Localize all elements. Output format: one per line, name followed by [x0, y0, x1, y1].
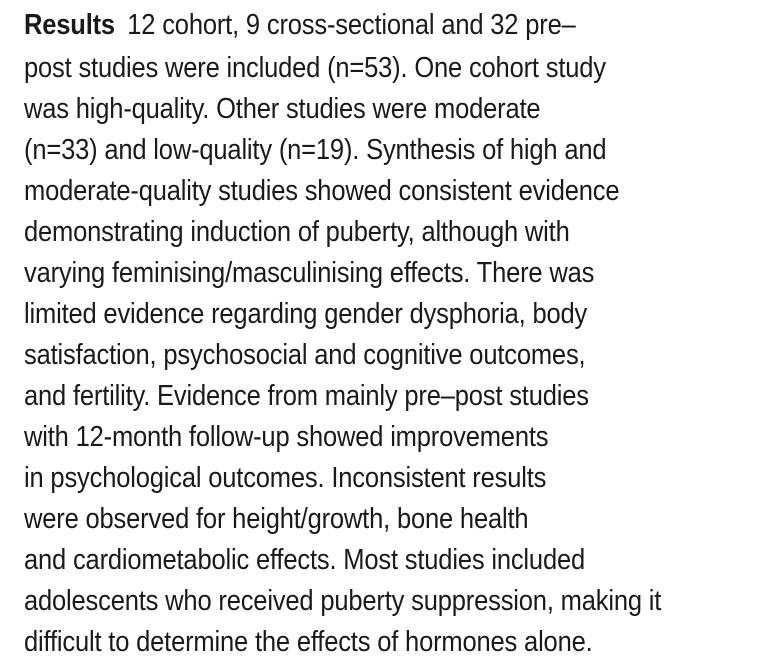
results-line-10: and fertility. Evidence from mainly pre–post studies [24, 380, 589, 412]
results-line-4: (n=33) and low-quality (n=19). Synthesis of high and [24, 134, 607, 166]
results-line-3: was high-quality. Other studies were moderate [24, 93, 541, 125]
results-line-14: and cardiometabolic effects. Most studies included [24, 544, 585, 576]
results-line-13: were observed for height/growth, bone health [24, 503, 529, 535]
results-line-15: adolescents who received puberty suppression, making it [24, 585, 662, 617]
results-line-12: in psychological outcomes. Inconsistent results [24, 462, 547, 494]
results-line-11: with 12-month follow-up showed improvements [24, 421, 549, 453]
results-heading: Results [24, 9, 115, 41]
results-first-line [24, 5, 576, 46]
results-line-6: demonstrating induction of puberty, although with [24, 216, 570, 248]
results-line-5: moderate-quality studies showed consistent evidence [24, 175, 620, 207]
results-line-7: varying feminising/masculinising effects. There was [24, 257, 595, 289]
results-line-1: 12 cohort, 9 cross-sectional and 32 pre– [127, 9, 576, 41]
results-line-8: limited evidence regarding gender dysphoria, body [24, 298, 588, 330]
results-line-9: satisfaction, psychosocial and cognitive outcomes, [24, 339, 586, 371]
results-line-2: post studies were included (n=53). One cohort study [24, 52, 606, 84]
results-line-16: difficult to determine the effects of hormones alone. [24, 626, 593, 658]
